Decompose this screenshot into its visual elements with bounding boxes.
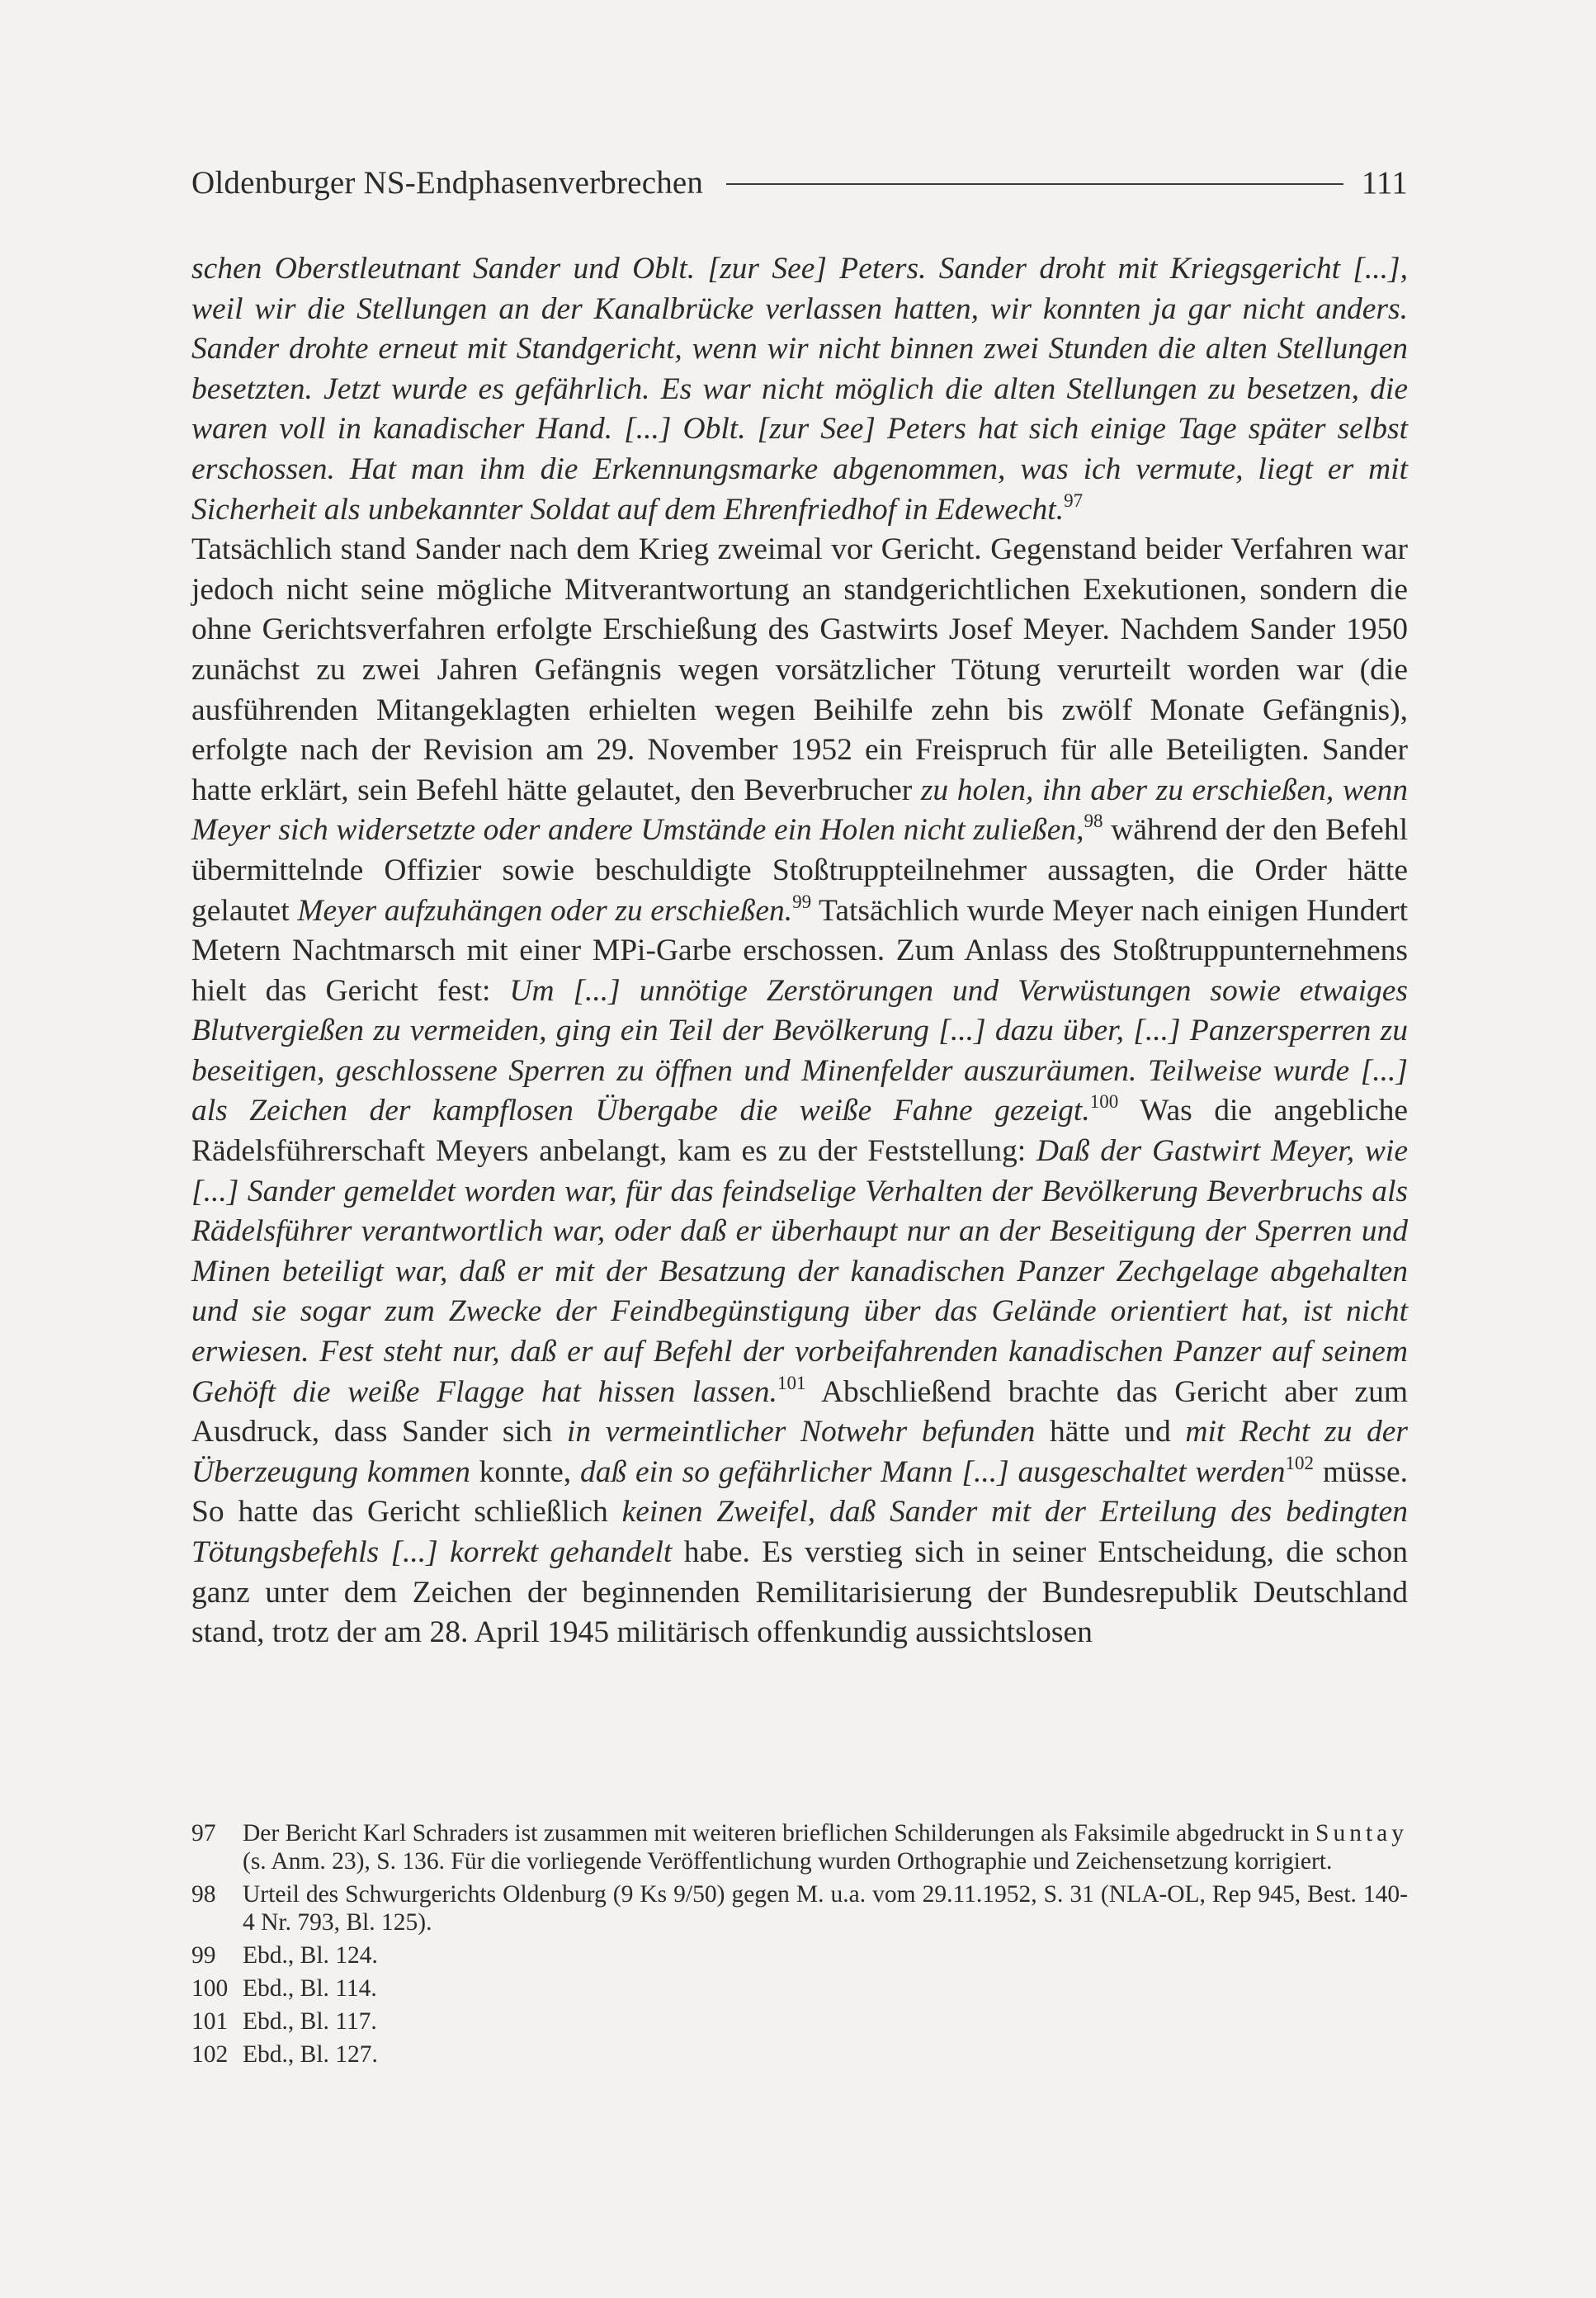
footnote-ref-102: 102 <box>1285 1452 1315 1473</box>
footnote-text-run: (s. Anm. 23), S. 136. Für die vorliegende Veröffentlichung wurden Orthographie und Zeichensetzung korrigiert. <box>243 1848 1333 1875</box>
quote-run: mit Recht zu der Überzeugung kommen <box>191 1415 1408 1489</box>
footnote-text: Ebd., Bl. 114. <box>243 1975 377 2002</box>
footnote-ref-101: 101 <box>777 1372 806 1393</box>
text-run: Abschließend brachte das Gericht aber zum Ausdruck, dass Sander sich <box>191 1374 1408 1449</box>
quote-run: daß ein so gefährlicher Mann [...] ausgeschaltet werden <box>579 1454 1286 1489</box>
footnote-98 <box>191 1880 1408 1936</box>
text-run: Tatsächlich wurde Meyer nach einigen Hundert Metern Nachtmarsch mit einer MPi-Garbe erschossen. Zum Anlass des Stoßtruppunternehmens hielt das Gericht fest: <box>191 893 1408 1008</box>
footnote-number: 102 <box>191 2041 229 2068</box>
text-run: habe. Es verstieg sich in seiner Entscheidung, die schon ganz unter dem Zeichen der beginnenden Remilitarisierung der Bundesrepublik Deutschland stand, trotz der am 28. April 1945 militärisch offenkundig aussichtslosen <box>191 1535 1408 1650</box>
body-text <box>191 249 1408 1653</box>
text-run: Was die angebliche Rädelsführerschaft Meyers anbelangt, kam es zu der Feststellung: <box>191 1094 1408 1169</box>
quote-run: in vermeintlicher Notwehr befunden <box>566 1415 1036 1449</box>
footnotes <box>191 1819 1408 2073</box>
footnote-text: Ebd., Bl. 127. <box>243 2041 378 2068</box>
quote-run: Um [...] unnötige Zerstörungen und Verwüstungen sowie etwaiges Blutvergießen zu vermeiden, ging ein Teil der Bevölkerung [...] dazu über, [...] Panzersperren zu beseitigen, geschlossene Sperren zu öffnen und Minenfelder auszuräumen. Teilweise wurde [...] als Zeichen der kampflosen Übergabe die weiße Fahne gezeigt. <box>191 973 1408 1128</box>
quote-run: Daß der Gastwirt Meyer, wie [...] Sander gemeldet worden war, für das feindselige Verhalten der Bevölkerung Beverbruchs als Rädelsführer verantwortlich war, oder daß er überhaupt nur an der Beseitigung der Sperren und Minen beteiligt war, daß er mit der Besatzung der kanadischen Panzer Zechgelage abgehalten und sie sogar zum Zwecke der Feindbegünstigung über das Gelände orientiert hat, ist nicht erwiesen. Fest steht nur, daß er auf Befehl der vorbeifahrenden kanadischen Panzer auf seinem Gehöft die weiße Flagge hat hissen lassen. <box>191 1134 1408 1409</box>
body-paragraph <box>191 249 1408 1653</box>
footnote-102 <box>191 2040 1408 2069</box>
page-number: 111 <box>1361 164 1408 201</box>
running-head-rule <box>726 183 1343 185</box>
footnote-ref-98: 98 <box>1084 811 1103 832</box>
footnote-ref-99: 99 <box>792 891 812 912</box>
footnote-text: Ebd., Bl. 124. <box>243 1942 378 1969</box>
footnote-97 <box>191 1819 1408 1875</box>
footnote-101 <box>191 2007 1408 2036</box>
running-head-title: Oldenburger NS-Endphasenverbrechen <box>191 164 704 201</box>
footnote-ref-97: 97 <box>1064 489 1084 511</box>
text-run: Tatsächlich stand Sander nach dem Krieg zweimal vor Gericht. Gegenstand beider Verfahren war jedoch nicht seine mögliche Mitverantwortung an standgerichtlichen Exekutionen, sondern die ohne Gerichtsverfahren erfolgte Erschießung des Gastwirts Josef Meyer. Nachdem Sander 1950 zunächst zu zwei Jahren Gefängnis wegen vorsätzlicher Tötung verurteilt worden war (die ausführenden Mitangeklagten erhielten wegen Beihilfe zehn bis zwölf Monate Gefängnis), erfolgte nach der Revision am 29. November 1952 ein Freispruch für alle Beteiligten. Sander hatte erklärt, sein Befehl hätte gelautet, den Beverbrucher <box>191 532 1408 807</box>
quote-run: zu holen, ihn aber zu erschießen, wenn Meyer sich widersetzte oder andere Umstände ein Holen nicht zuließen, <box>191 773 1408 848</box>
quote-run: Meyer aufzuhängen oder zu erschießen. <box>297 893 793 928</box>
footnote-100 <box>191 1974 1408 2002</box>
footnote-number: 99 <box>191 1942 216 1969</box>
text-run: konnte, <box>470 1454 580 1489</box>
text-run: müsse. So hatte das Gericht schließlich <box>191 1454 1408 1530</box>
text-run: hätte und <box>1035 1415 1186 1449</box>
footnote-text: Ebd., Bl. 117. <box>243 2008 377 2035</box>
footnote-text <box>243 1819 1408 1875</box>
author-name-spaced: Suntay <box>1315 1820 1408 1846</box>
quote-schrader: schen Oberstleutnant Sander und Oblt. [zur See] Peters. Sander droht mit Kriegsgericht [...], weil wir die Stellungen an der Kanalbrücke verlassen hatten, wir konnten ja gar nicht anders. Sander drohte erneut mit Standgericht, wenn wir nicht binnen zwei Stunden die alten Stellungen besetzten. Jetzt wurde es gefährlich. Es war nicht möglich die alten Stellungen zu besetzen, die waren voll in kanadischer Hand. [...] Oblt. [zur See] Peters hat sich einige Tage später selbst erschossen. Hat man ihm die Erkennungsmarke abgenommen, was ich vermute, liegt er mit Sicherheit als unbekannter Soldat auf dem Ehrenfriedhof in Edewecht. <box>191 252 1408 527</box>
running-head <box>191 162 1408 203</box>
footnote-number: 101 <box>191 2008 229 2035</box>
footnote-ref-100: 100 <box>1089 1091 1119 1113</box>
footnote-number: 100 <box>191 1975 229 2002</box>
footnote-number: 98 <box>191 1881 216 1908</box>
text-run: während der den Befehl übermittelnde Offizier sowie beschuldigte Stoßtruppteilnehmer aussagten, die Order hätte gelautet <box>191 813 1408 928</box>
quote-run: keinen Zweifel, daß Sander mit der Erteilung des bedingten Tötungsbefehls [...] korrekt gehandelt <box>191 1495 1408 1569</box>
footnote-text-run: Der Bericht Karl Schraders ist zusammen mit weiteren brieflichen Schilderungen als Faksimile abgedruckt in <box>243 1820 1316 1846</box>
footnote-99 <box>191 1941 1408 1969</box>
footnote-text: Urteil des Schwurgerichts Oldenburg (9 Ks 9/50) gegen M. u.a. vom 29.11.1952, S. 31 (NLA-OL, Rep 945, Best. 140-4 Nr. 793, Bl. 125). <box>243 1881 1408 1936</box>
footnote-number: 97 <box>191 1820 216 1846</box>
